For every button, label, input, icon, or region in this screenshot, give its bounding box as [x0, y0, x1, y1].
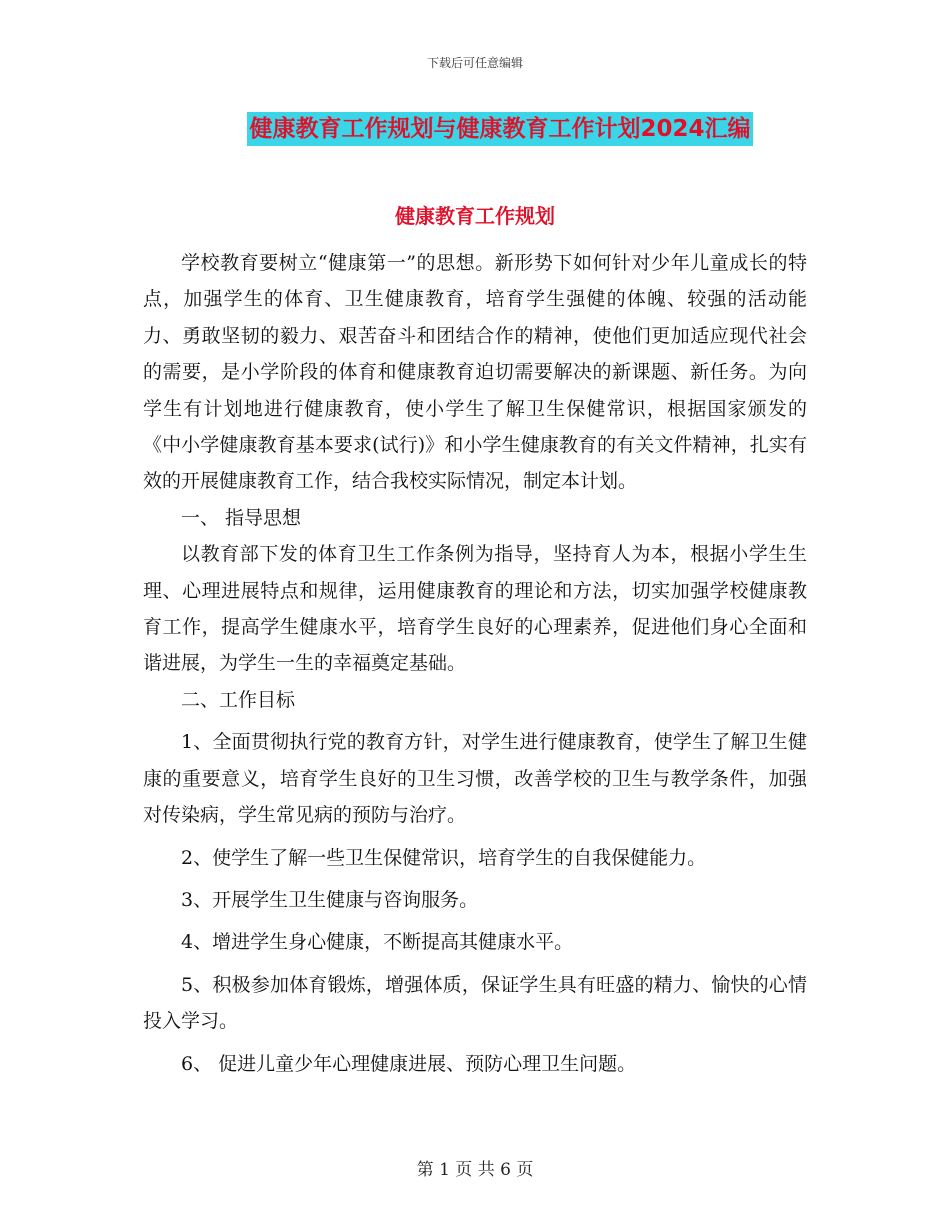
section-title: 健康教育工作规划	[395, 204, 555, 228]
goal-item-5: 5、积极参加体育锻炼，增强体质，保证学生具有旺盛的精力、愉快的心情投入学习。	[143, 973, 807, 1033]
header-note: 下载后可任意编辑	[426, 56, 523, 70]
page-footer: 第 1 页 共 6 页	[416, 1160, 534, 1180]
goal-item-3: 3、开展学生卫生健康与咨询服务。	[181, 888, 479, 911]
paragraph-intro: 学校教育要树立“健康第一”的思想。新形势下如何针对少年儿童成长的特点，加强学生的体育、卫生健康教育，培育学生强健的体魄、较强的活动能力、勇敢坚韧的毅力、艰苦奋斗和团结合作的精神，使他们更加适应现代社会的需要，是小学阶段的体育和健康教育迫切需要解决的新课题、新任务。为向学生有计划地进行健康教育，使小学生了解卫生保健常识，根据国家颁发的《中小学健康教育基本要求(试行)》和小学生健康教育的有关文件精神，扎实有效的开展健康教育工作，结合我校实际情况，制定本计划。	[143, 252, 807, 493]
document-title-wrapper	[0, 112, 950, 146]
paragraph-guiding-thought: 以教育部下发的体育卫生工作条例为指导，坚持育人为本，根据小学生生理、心理进展特点和规律，运用健康教育的理论和方法，切实加强学校健康教育工作，提高学生健康水平，培育学生良好的心理素养，促进他们身心全面和谐进展，为学生一生的幸福奠定基础。	[143, 543, 807, 675]
document-title: 健康教育工作规划与健康教育工作计划2024汇编	[247, 112, 752, 146]
heading-guiding-thought: 一、 指导思想	[181, 506, 302, 529]
goal-item-4: 4、增进学生身心健康，不断提高其健康水平。	[181, 931, 574, 954]
goal-item-6: 6、 促进儿童少年心理健康进展、预防心理卫生问题。	[181, 1052, 637, 1075]
goal-item-2: 2、使学生了解一些卫生保健常识，培育学生的自我保健能力。	[181, 846, 707, 869]
goal-item-1: 1、全面贯彻执行党的教育方针，对学生进行健康教育，使学生了解卫生健康的重要意义，培育学生良好的卫生习惯，改善学校的卫生与教学条件，加强对传染病，学生常见病的预防与治疗。	[143, 731, 807, 827]
body-text	[143, 245, 807, 1082]
heading-work-goals: 二、工作目标	[181, 688, 296, 711]
